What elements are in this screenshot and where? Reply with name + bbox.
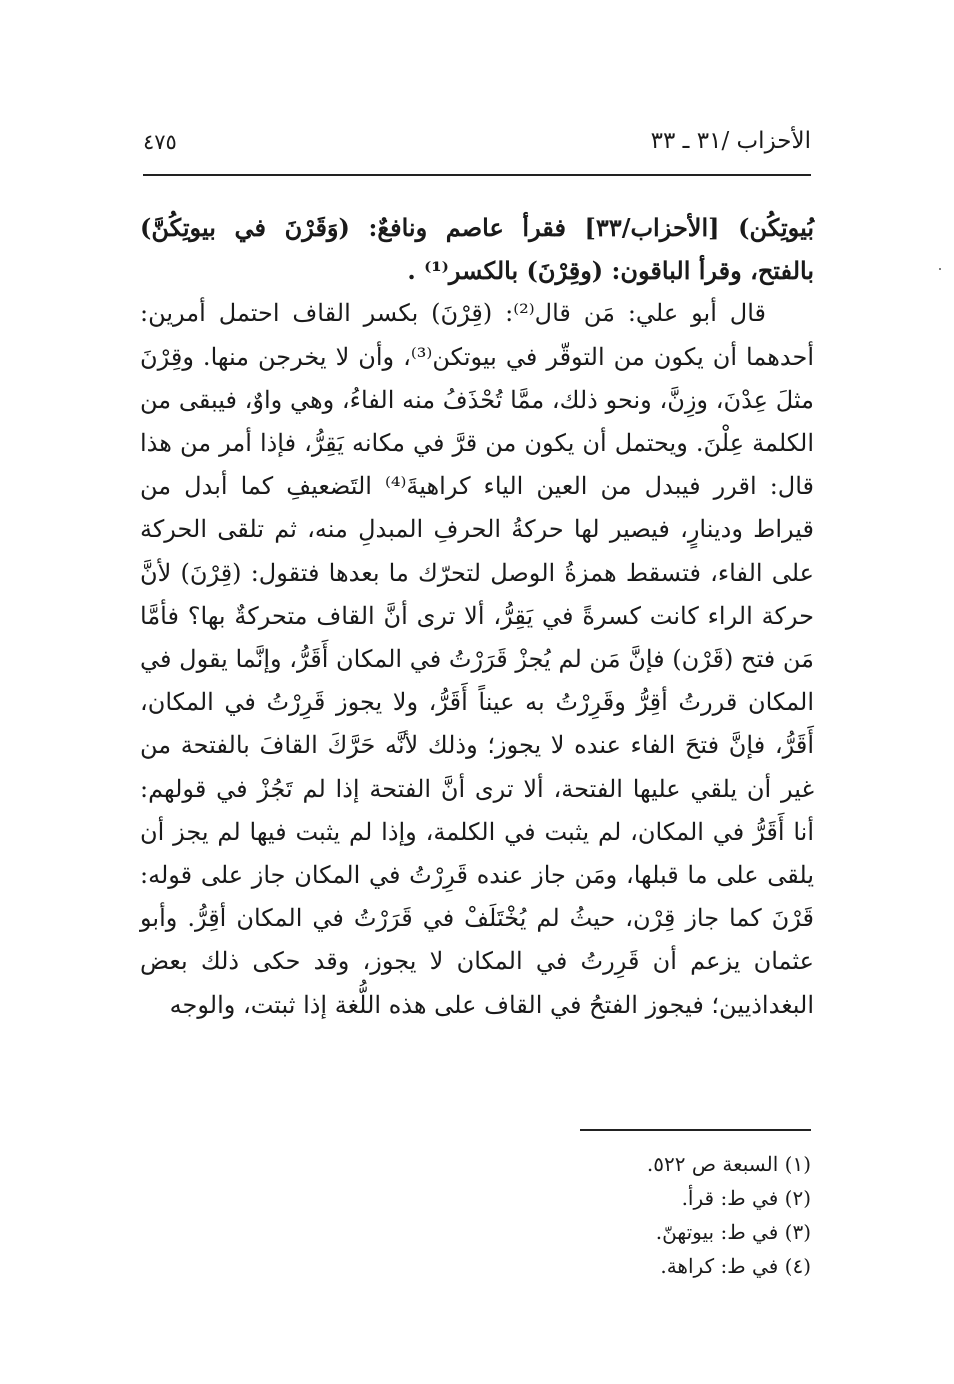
text-line: مَن فتح (قَرْن) فإنَّ مَن لم يُجزْ قَرَرْتُ في المكان أَقَرُّ، وإنَّما يقول في bbox=[140, 645, 814, 674]
text-line: قال أبو علي: مَن قال⁽²⁾: (قِرْنَ) بكسر القاف احتمل أمرين: bbox=[140, 299, 767, 328]
text-line: بالفتح، وقرأ الباقون: (وقِرْنَ) بالكسر⁽¹⁾ . bbox=[407, 256, 814, 286]
quran-citation-paragraph bbox=[140, 206, 814, 292]
text-line: أنا أَقَرُّ في المكان، لم يثبت في الكلمة، وإذا لم يثبت فيها لم يجز أن bbox=[140, 817, 814, 846]
text-line: قَرْنَ كما جاز قِرْن، حيثُ لم يُخْتَلَفْ في قَرَرْتُ في المكان أقِرُّ. وأبو bbox=[140, 904, 814, 933]
text-line: على الفاء، فتسقط همزةُ الوصل لتحرّك ما بعدها فتقول: (قِرْنَ) لأنَّ bbox=[140, 558, 814, 587]
footnote: (٤) في ط: كراهة. bbox=[660, 1254, 811, 1278]
text-line: من الكلمة عِلْنَ. ويحتمل أن يكون من قرَّ في مكانه يَقِرُّ، فإذا أمر من bbox=[140, 385, 814, 458]
text-line: قيراط ودينارٍ، فيصير لها حركةُ الحرفِ المبدلِ منه، ثم تلقى الحركة bbox=[140, 515, 814, 544]
scan-speck bbox=[939, 268, 941, 270]
page-header bbox=[143, 124, 811, 164]
text-line: أَقَرُّ، فإنَّ فتحَ الفاء عنده لا يجوز؛ وذلك لأنَّه حَرَّكَ القافَ بالفتحة من bbox=[140, 731, 814, 760]
footnote: (٣) في ط: بيوتهنّ. bbox=[655, 1220, 811, 1244]
text-line: هذا قال: اقرر فيبدل من العين الياء كراهيةَ⁽⁴⁾ التَضعيفِ كما أبدل من bbox=[140, 429, 815, 501]
page-number: ٤٧٥ bbox=[143, 130, 177, 154]
text-line: غير أن يلقي عليها الفتحة، ألا ترى أنَّ الفتحة إذا لم تَجُزْ في قولهم: bbox=[140, 774, 814, 803]
footnotes bbox=[451, 1147, 811, 1283]
running-title: الأحزاب /٣١ ـ ٣٣ bbox=[650, 128, 811, 154]
text-line: عثمان يزعم أن قَرِرتُ في المكان لا يجوز، وقد حكى ذلك بعض bbox=[140, 947, 814, 976]
text-line: بُيوتِكُن) [الأحزاب/٣٣] فقرأ عاصم ونافعٌ: (وَقَرْنَ في بيوتِكُنَّ) bbox=[140, 213, 814, 242]
text-line: المكان قررتُ أقِرُّ وقَرِرْتُ به عيناً أَقَرُّ، ولا يجوز قَرِرْتُ في المكان، bbox=[140, 688, 814, 717]
text-line: البغداذيين؛ فيجوز الفتحُ في القاف على هذه اللُّغة إذا ثبتت، والوجه bbox=[169, 990, 814, 1019]
commentary-paragraph bbox=[140, 292, 814, 1026]
header-rule bbox=[143, 174, 811, 176]
footnote: (٢) في ط: قرأ. bbox=[681, 1186, 811, 1210]
text-line: يلقى على ما قبلها، ومَن جاز عنده قَرِرْتُ في المكان جاز على قوله: bbox=[140, 861, 814, 890]
footnote: (١) السبعة ص ٥٢٢. bbox=[646, 1152, 811, 1176]
text-line: حركة الراء كانت كسرةً في يَقِرُّ، ألا ترى أنَّ القاف متحركةٌ بها؟ فأمَّا bbox=[140, 601, 814, 630]
text-line: أحدهما أن يكون من التوقّر في بيوتكن⁽³⁾، وأن لا يخرجن منها. وقِرْنَ bbox=[140, 342, 815, 371]
body-text bbox=[140, 206, 814, 1027]
footnote-rule bbox=[580, 1129, 811, 1131]
text-line: مثلَ عِدْنَ، وزِنَّ، ونحو ذلك، ممَّا تُحْذَفُ منه الفاءُ، وهي واوٌ، فيبقى bbox=[178, 385, 814, 414]
